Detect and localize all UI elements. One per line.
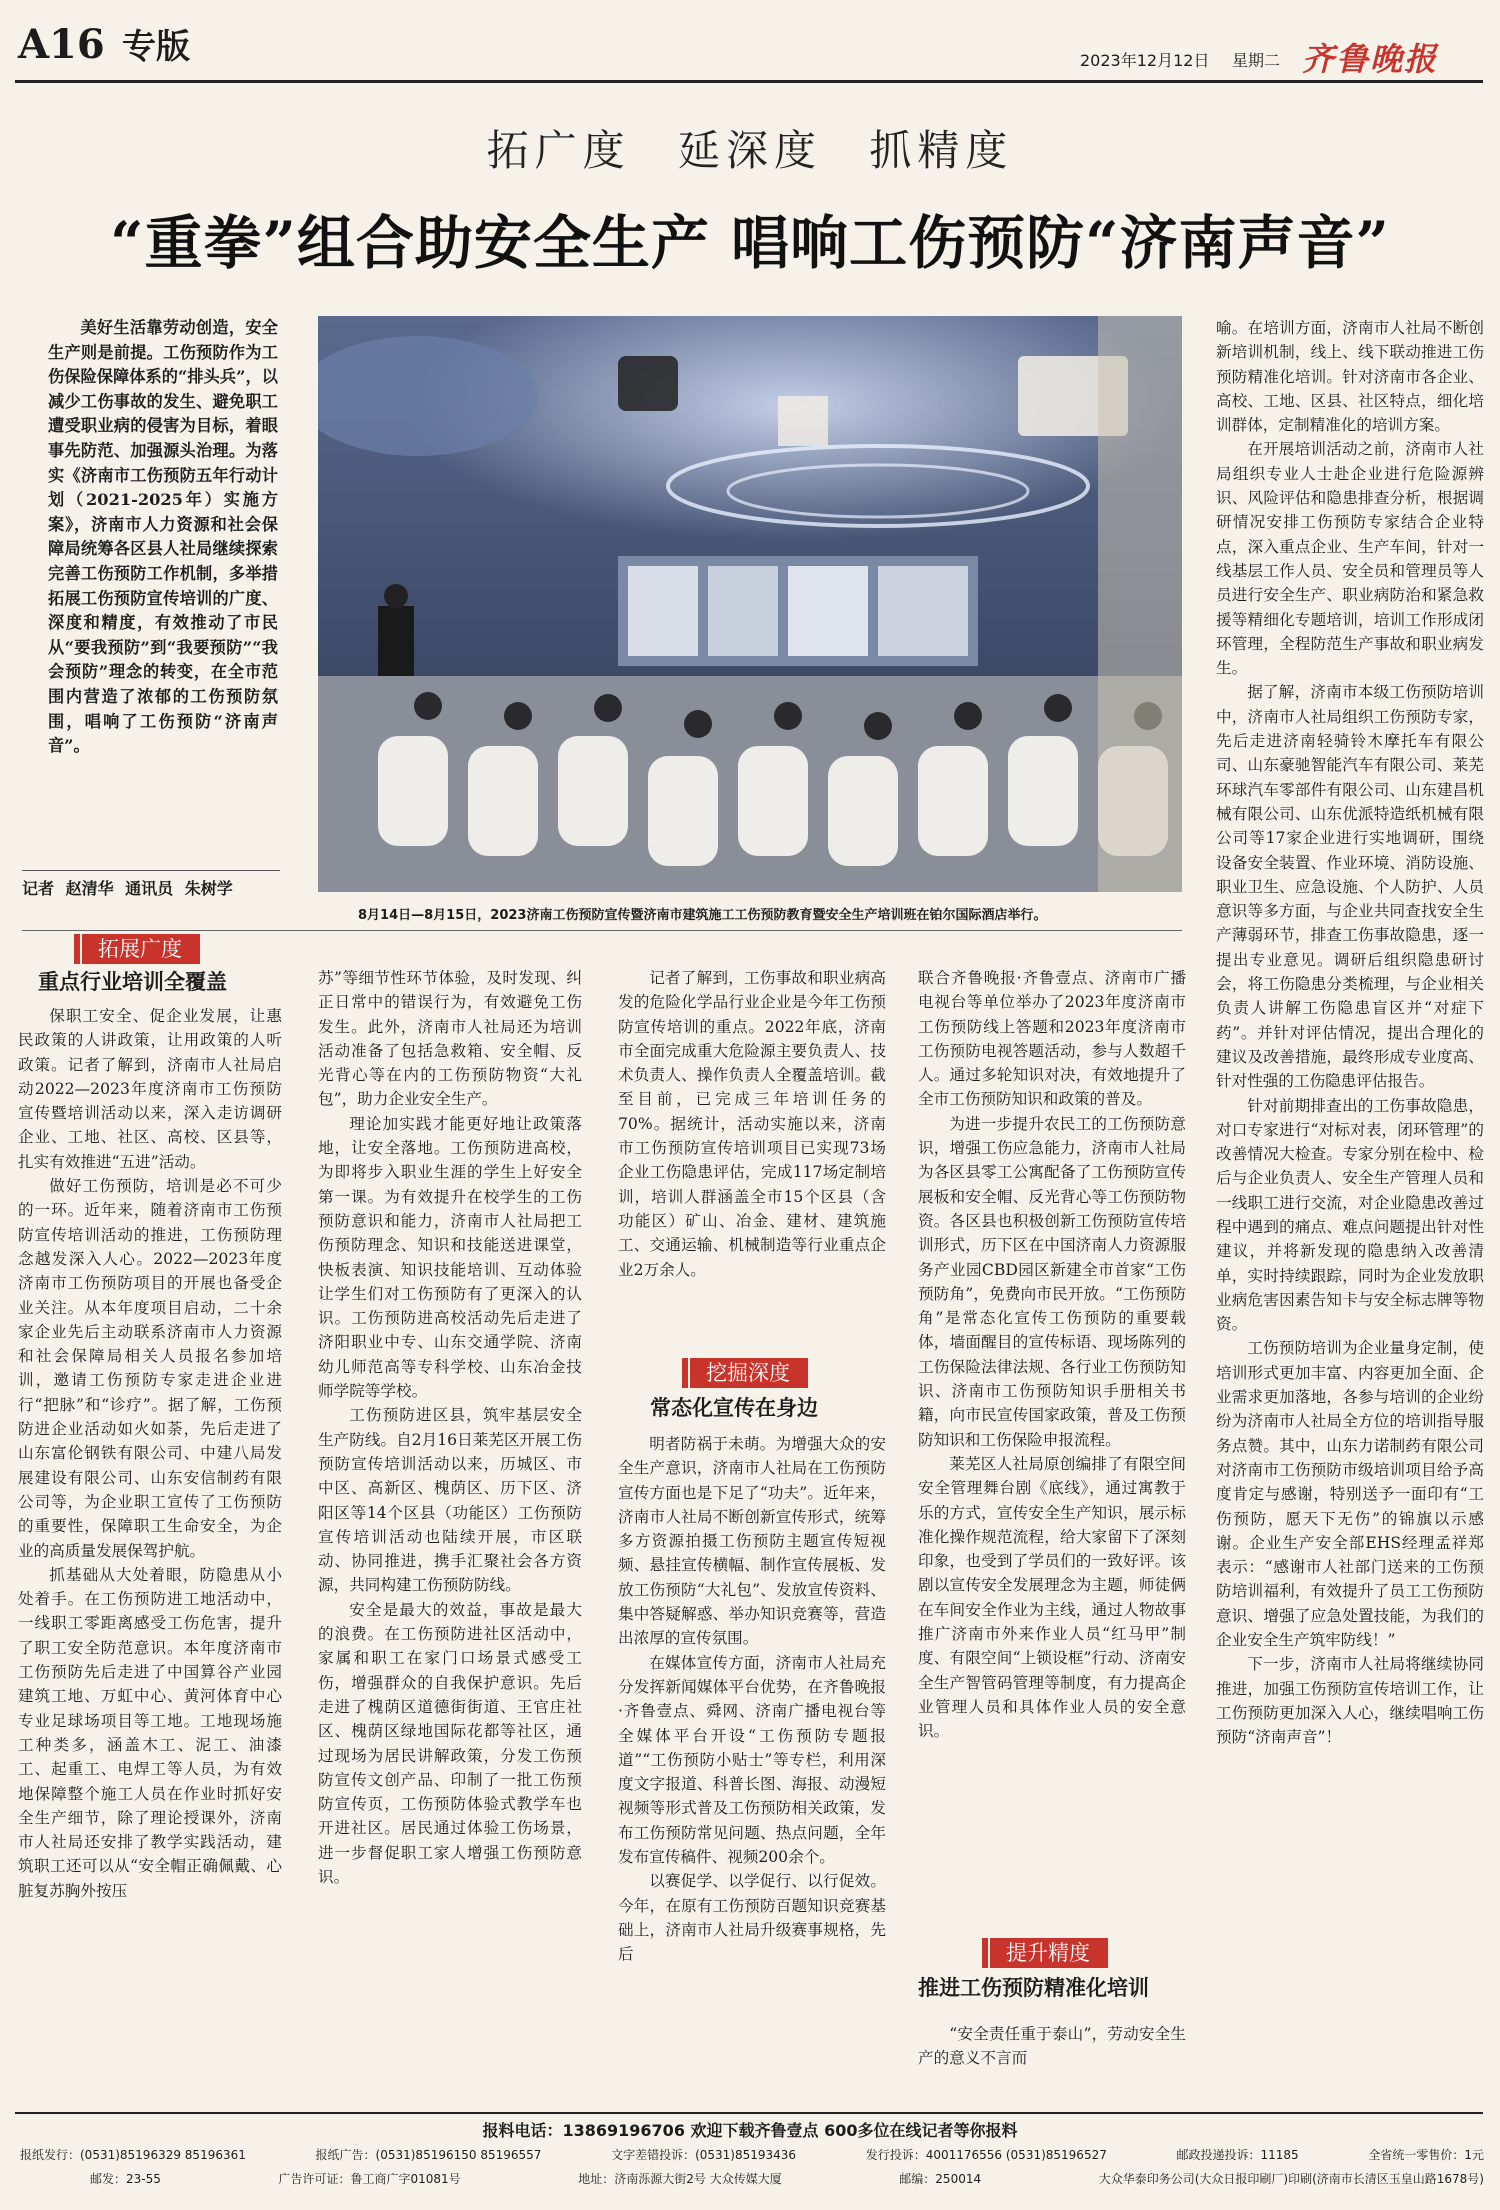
footer-zipcode: 邮编：250014 [899, 2172, 982, 2186]
page-number: A16 [18, 21, 105, 68]
paragraph: 为进一步提升农民工的工伤预防意识，增强工伤应急能力，济南市人社局为各区县零工公寓配备了工伤预防宣传展板和安全帽、反光背心等工伤预防物资。各区县也积极创新工伤预防宣传培训形式，历下区在中国济南人力资源服务产业园CBD园区新建全市首家“工伤预防角”，免费向市民开放。“工伤预防角”是常态化宣传工伤预防的重要载体，墙面醒目的宣传标语、现场陈列的工伤保险法律法规、各行业工伤预防知识、济南市工伤预防知识手册相关书籍，向市民宣传国家政策，普及工伤预防知识和工伤保险申报流程。 [918, 1114, 1186, 1449]
section-title-precision: 推进工伤预防精准化培训 [918, 1976, 1149, 2000]
footer-postal-complaint: 邮政投递投诉：11185 [1176, 2148, 1299, 2162]
section-tag-breadth: 拓展广度 [82, 934, 200, 964]
footer-price: 全省统一零售价：1元 [1368, 2148, 1484, 2162]
byline-rule [22, 870, 280, 871]
issue-weekday: 星期二 [1232, 51, 1281, 70]
lead-paragraph: 美好生活靠劳动创造，安全生产则是前提。工伤预防作为工伤保险保障体系的“排头兵”，以减少工伤事故的发生、避免职工遭受职业病的侵害为目标，着眼事先防范、加强源头治理。为落实《济南市工伤预防五年行动计划（2021-2025年）实施方案》，济南市人力资源和社会保障局统筹各区县人社局继续探索完善工伤预防工作机制，多举措拓展工伤预防宣传培训的广度、深度和精度，有效推动了市民从“要我预防”到“我要预防”“我会预防”理念的转变，在全市范围内营造了浓郁的工伤预防氛围，唱响了工伤预防“济南声音”。 [48, 318, 278, 756]
footer-distribution: 报纸发行：(0531)85196329 85196361 [20, 2148, 246, 2162]
paragraph: 工伤预防培训为企业量身定制，使培训形式更加丰富、内容更加全面、企业需求更加落地，各参与培训的企业纷纷为济南市人社局全方位的培训指导服务点赞。其中，山东力诺制药有限公司对济南市工伤预防市级培训项目给予高度肯定与感谢，特别送予一面印有“工伤预防，愿天下无伤”的锦旗以示感谢。企业生产安全部EHS经理孟祥郑表示：“感谢市人社部门送来的工伤预防培训福利，有效提升了员工工伤预防意识、增强了应急处置技能，为我们的企业安全生产筑牢防线！” [1216, 1339, 1484, 1650]
paragraph: “安全责任重于泰山”，劳动安全生产的意义不言而 [918, 2025, 1186, 2068]
paragraph: 记者了解到，工伤事故和职业病高发的危险化学品行业企业是今年工伤预防宣传培训的重点。2022年底，济南市全面完成重大危险源主要负责人、技术负责人、操作负责人全覆盖培训。截至目前，已完成三年培训任务的70%。据统计，活动实施以来，济南市工伤预防宣传培训项目已实现73场企业工伤隐患评估，完成117场定制培训，培训人群涵盖全市15个区县（含功能区）矿山、冶金、建材、建筑施工、交通运输、机械制造等行业重点企业2万余人。 [618, 969, 886, 1279]
footer-ad-license: 广告许可证：鲁工商广字01081号 [278, 2172, 461, 2186]
column-3-body-bottom [618, 1432, 886, 2078]
paragraph: 保职工安全、促企业发展，让惠民政策的人讲政策，让用政策的人听政策。记者了解到，济南市人社局启动2022—2023年度济南市工伤预防宣传暨培训活动以来，深入走访调研企业、工地、社区、高校、区县等，扎实有效推进“五进”活动。 [18, 1007, 282, 1171]
paragraph: 以赛促学、以学促行、以行促效。今年，在原有工伤预防百题知识竞赛基础上，济南市人社局升级赛事规格，先后 [618, 1872, 886, 1964]
footer-postal-code-issue: 邮发：23-55 [90, 2172, 161, 2186]
paragraph: 下一步，济南市人社局将继续协同推进，加强工伤预防宣传培训工作，让工伤预防更加深入人心，继续唱响工伤预防“济南声音”！ [1216, 1655, 1484, 1747]
issue-date: 2023年12月12日 [1080, 51, 1210, 70]
paragraph: 莱芜区人社局原创编排了有限空间安全管理舞台剧《底线》，通过寓教于乐的方式，宣传安全生产知识，展示标准化操作规范流程，给大家留下了深刻印象，也受到了学员们的一致好评。该剧以宣传安全发展理念为主题，师徒俩在车间安全作业为主线，通过人物故事推广济南市外来作业人员“红马甲”制度、有限空间“上锁设框”行动、济南安全生产智管码管理等制度，有力提高企业管理人员和具体作业人员的安全意识。 [918, 1454, 1186, 1741]
paragraph: 在媒体宣传方面，济南市人社局充分发挥新闻媒体平台优势，在齐鲁晚报·齐鲁壹点、舜网、济南广播电视台等全媒体平台开设“工伤预防专题报道”“工伤预防小贴士”等专栏，利用深度文字报道、科普长图、海报、动漫短视频等形式普及工伤预防相关政策，发布工伤预防常见问题、热点问题，全年发布宣传稿件、视频200余个。 [618, 1653, 886, 1867]
paragraph: 苏”等细节性环节体验，及时发现、纠正日常中的错误行为，有效避免工伤发生。此外，济南市人社局还为培训活动准备了包括急救箱、安全帽、反光背心等在内的工伤预防物资“大礼包”，助力企业安全生产。 [318, 969, 582, 1109]
footer-advertising: 报纸广告：(0531)85196150 85196557 [315, 2148, 542, 2162]
column-2-body [318, 966, 582, 2076]
photo-caption: 8月14日—8月15日，2023济南工伤预防宣传暨济南市建筑施工工伤预防教育暨安全生产培训班在铂尔国际酒店举行。 [358, 908, 1047, 923]
footer-delivery-complaint: 发行投诉：4001176556 (0531)85196527 [865, 2148, 1107, 2162]
section-title-breadth: 重点行业培训全覆盖 [38, 970, 227, 994]
paragraph: 针对前期排查出的工伤事故隐患，对口专家进行“对标对表，闭环管理”的改善情况大检查。专家分别在检中、检后与企业负责人、安全生产管理人员和一线职工进行交流，对企业隐患改善过程中遇到的痛点、难点问题提出针对性建议，并将新发现的隐患纳入改善清单，实时持续跟踪，同时为企业发放职业病危害因素告知卡与安全标志牌等物资。 [1216, 1096, 1484, 1334]
paragraph: 联合齐鲁晚报·齐鲁壹点、济南市广播电视台等单位举办了2023年度济南市工伤预防线上答题和2023年度济南市工伤预防电视答题活动，参与人数超千人。通过多轮知识对决，有效地提升了全市工伤预防知识和政策的普及。 [918, 969, 1186, 1109]
footer-printer: 大众华泰印务公司(大众日报印刷厂)印刷(济南市长清区玉皇山路1678号) [1098, 2172, 1484, 2186]
byline: 记者 赵清华 通讯员 朱树学 [22, 879, 233, 898]
footer-error-complaint: 文字差错投诉：(0531)85193436 [611, 2148, 797, 2162]
section-tag-depth: 挖掘深度 [690, 1358, 808, 1388]
paragraph: 工伤预防进区县，筑牢基层安全生产防线。自2月16日莱芜区开展工伤预防宣传培训活动以来，历城区、市中区、高新区、槐荫区、历下区、济阳区等14个区县（功能区）工伤预防宣传培训活动也陆续开展，市区联动、协同推进，携手汇聚社会各方资源，共同构建工伤预防防线。 [318, 1406, 582, 1595]
masthead-logo: 齐鲁晚报 [1302, 40, 1439, 78]
section-tag-precision: 提升精度 [990, 1938, 1108, 1968]
footer-rule [15, 2112, 1483, 2114]
paragraph: 在开展培训活动之前，济南市人社局组织专业人士赴企业进行危险源辨识、风险评估和隐患排查分析，根据调研情况安排工伤预防专家结合企业特点，深入重点企业、生产车间，针对一线基层工作人员、安全员和管理员等人员进行安全生产、职业病防治和紧急救援等精细化专题培训，培训工作形成闭环管理，全程防范生产事故和职业病发生。 [1216, 440, 1484, 678]
section-name: 专版 [122, 27, 190, 67]
photo-bottom-rule [22, 930, 1182, 931]
paragraph: 抓基础从大处着眼，防隐患从小处着手。在工伤预防进工地活动中，一线职工零距离感受工伤危害，提升了职工安全防范意识。本年度济南市工伤预防先后走进了中国算谷产业园建筑工地、万虹中心、黄河体育中心专业足球场项目等工地。工地现场施工种类多，涵盖木工、泥工、油漆工、起重工、电焊工等人员，为有效地保障整个施工人员在作业时抓好安全生产细节，除了理论授课外，济南市人社局还安排了教学实践活动，建筑职工还可以从“安全帽正确佩戴、心脏复苏胸外按压 [18, 1565, 282, 1900]
footer-row-1 [20, 2146, 1484, 2164]
column-1-body [18, 1004, 282, 2076]
header-rule [15, 80, 1483, 83]
column-3-body-top [618, 966, 886, 1356]
column-5-body [1216, 316, 1484, 2078]
footer-address: 地址：济南泺源大街2号 大众传媒大厦 [578, 2172, 782, 2186]
column-4-body-top [918, 966, 1186, 1930]
footer-hotline: 报料电话：13869196706 欢迎下载齐鲁壹点 600多位在线记者等你报料 [482, 2121, 1018, 2140]
paragraph: 理论加实践才能更好地让政策落地，让安全落地。工伤预防进高校，为即将步入职业生涯的学生上好安全第一课。为有效提升在校学生的工伤预防意识和能力，济南市人社局把工伤预防理念、知识和技能送进课堂，快板表演、知识技能培训、互动体验让学生们对工伤预防有了更深入的认识。工伤预防进高校活动先后走进了济阳职业中专、山东交通学院、济南幼儿师范高等专科学校、山东冶金技师学院等学校。 [318, 1114, 582, 1401]
footer-row-2 [90, 2170, 1484, 2188]
conference-photo [318, 316, 1182, 892]
headline-title: “重拳”组合助安全生产 唱响工伤预防“济南声音” [110, 209, 1390, 277]
column-4-body-bottom [918, 2022, 1186, 2078]
section-title-depth: 常态化宣传在身边 [650, 1396, 818, 1420]
paragraph: 做好工伤预防，培训是必不可少的一环。近年来，随着济南市工伤预防宣传培训活动的推进，工伤预防理念越发深入人心。2022—2023年度济南市工伤预防项目的开展也备受企业关注。从本年度项目启动，二十余家企业先后主动联系济南市人力资源和社会保障局相关人员报名参加培训，邀请工伤预防专家走进企业进行“把脉”和“诊疗”。据了解，工伤预防进企业活动如火如荼，先后走进了山东富伦钢铁有限公司、中建八局发展建设有限公司、山东安信制药有限公司等，为企业职工宣传了工伤预防的重要性，保障职工生命安全，为企业的高质量发展保驾护航。 [18, 1177, 282, 1560]
paragraph: 喻。在培训方面，济南市人社局不断创新培训机制，线上、线下联动推进工伤预防精准化培训。针对济南市各企业、高校、工地、区县、社区特点，细化培训群体，定制精准化的培训方案。 [1216, 319, 1484, 435]
paragraph: 据了解，济南市本级工伤预防培训中，济南市人社局组织工伤预防专家，先后走进济南轻骑铃木摩托车有限公司、山东豪驰智能汽车有限公司、莱芜环球汽车零部件有限公司、山东建昌机械有限公司、山东优派特造纸机械有限公司等17家企业进行实地调研，围绕设备安全装置、作业环境、消防设施、职业卫生、应急设施、个人防护、人员意识等多方面，与企业共同查找安全生产薄弱环节，排查工伤事故隐患，逐一提出专业意见。调研后组织隐患研讨会，将工伤隐患分类梳理，与企业相关负责人讲解工伤隐患盲区并“对症下药”。并针对评估情况，提出合理化的建议及改善措施，最终形成专业度高、针对性强的工伤隐患评估报告。 [1216, 683, 1484, 1091]
photo-illustration [318, 316, 1182, 892]
headline-kicker: 拓广度 延深度 抓精度 [486, 126, 1014, 175]
paragraph: 明者防祸于未萌。为增强大众的安全生产意识，济南市人社局在工伤预防宣传方面也是下足了“功夫”。近年来，济南市人社局不断创新宣传形式，统筹多方资源拍摄工伤预防主题宣传短视频、悬挂宣传横幅、制作宣传展板、发放工伤预防“大礼包”、发放宣传资料、集中答疑解惑、举办知识竞赛等，营造出浓厚的宣传氛围。 [618, 1435, 886, 1648]
paragraph: 安全是最大的效益，事故是最大的浪费。在工伤预防进社区活动中，家属和职工在家门口场景式感受工伤，增强群众的自我保护意识。先后走进了槐荫区道德街街道、王官庄社区、槐荫区绿地国际花都等社区，通过现场为居民讲解政策，分发工伤预防宣传文创产品、印制了一批工伤预防宣传页，工伤预防体验式教学车也开进社区。居民通过体验工伤场景，进一步督促职工家人增强工伤预防意识。 [318, 1600, 582, 1886]
